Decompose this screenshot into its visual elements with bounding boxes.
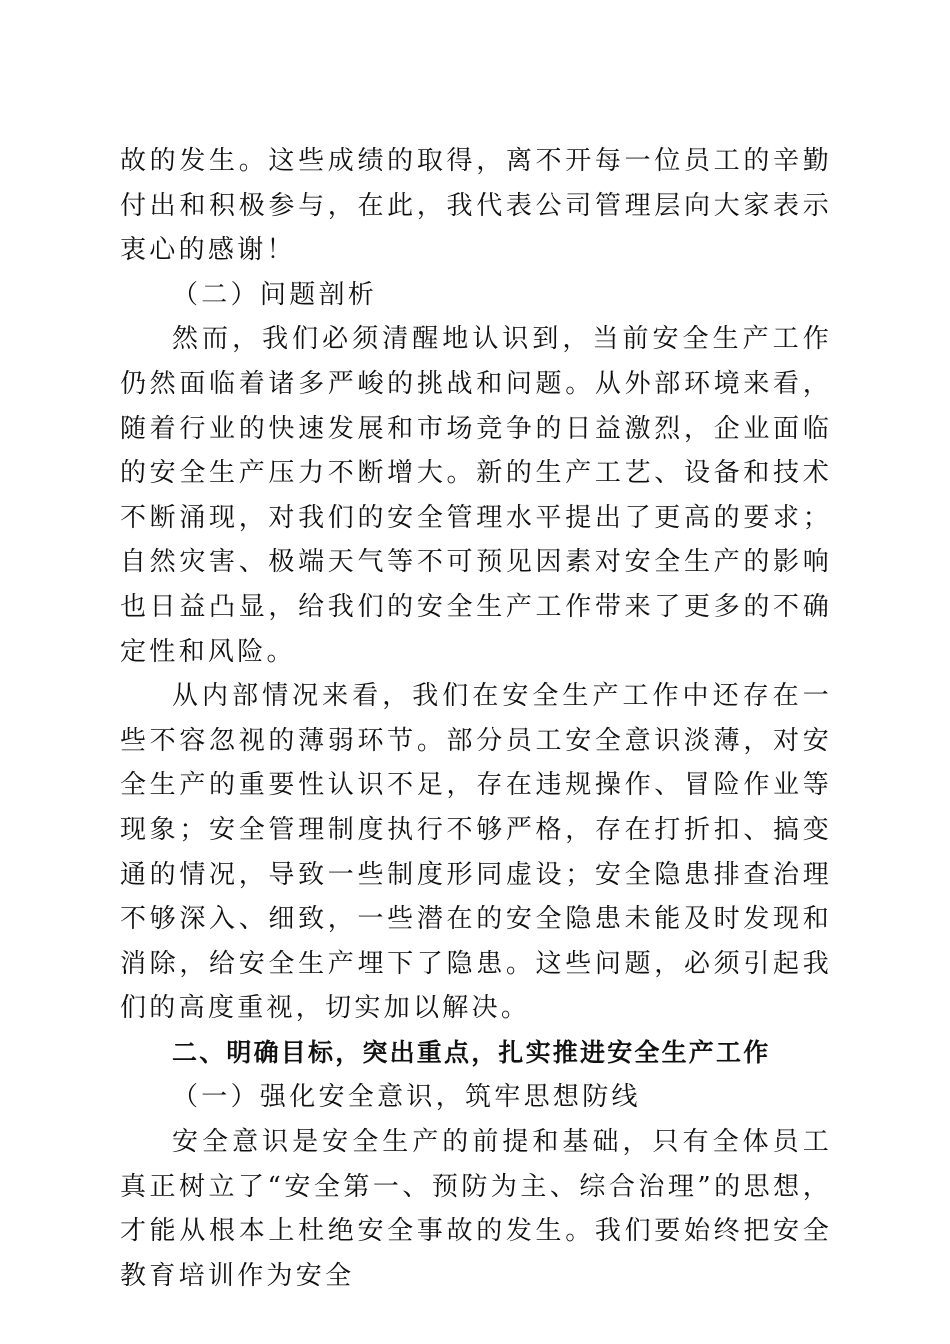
paragraph-continued: 故的发生。这些成绩的取得，离不开每一位员工的辛勤付出和积极参与，在此，我代表公司管理层向大家表示衷心的感谢！ (120, 146, 832, 266)
paragraph-external-environment: 然而，我们必须清醒地认识到，当前安全生产工作仍然面临着诸多严峻的挑战和问题。从外部环境来看，随着行业的快速发展和市场竞争的日益激烈，企业面临的安全生产压力不断增大。新的生产工艺、设备和技术不断涌现，对我们的安全管理水平提出了更高的要求；自然灾害、极端天气等不可预见因素对安全生产的影响也日益凸显，给我们的安全生产工作带来了更多的不确定性和风险。 (120, 324, 832, 667)
subheading-safety-awareness: （一）强化安全意识，筑牢思想防线 (172, 1082, 641, 1113)
document-body (120, 139, 832, 1298)
section-heading-2: 二、明确目标，突出重点，扎实推进安全生产工作 (172, 1037, 771, 1067)
subheading-problem-analysis: （二）问题剖析 (172, 279, 378, 310)
paragraph-internal-situation: 从内部情况来看，我们在安全生产工作中还存在一些不容忽视的薄弱环节。部分员工安全意识淡薄，对安全生产的重要性认识不足，存在违规操作、冒险作业等现象；安全管理制度执行不够严格，存在打折扣、搞变通的情况，导致一些制度形同虚设；安全隐患排查治理不够深入、细致，一些潜在的安全隐患未能及时发现和消除，给安全生产埋下了隐患。这些问题，必须引起我们的高度重视，切实加以解决。 (120, 681, 832, 1024)
paragraph-safety-awareness: 安全意识是安全生产的前提和基础，只有全体员工真正树立了“安全第一、预防为主、综合治理”的思想，才能从根本上杜绝安全事故的发生。我们要始终把安全教育培训作为安全 (120, 1127, 832, 1291)
